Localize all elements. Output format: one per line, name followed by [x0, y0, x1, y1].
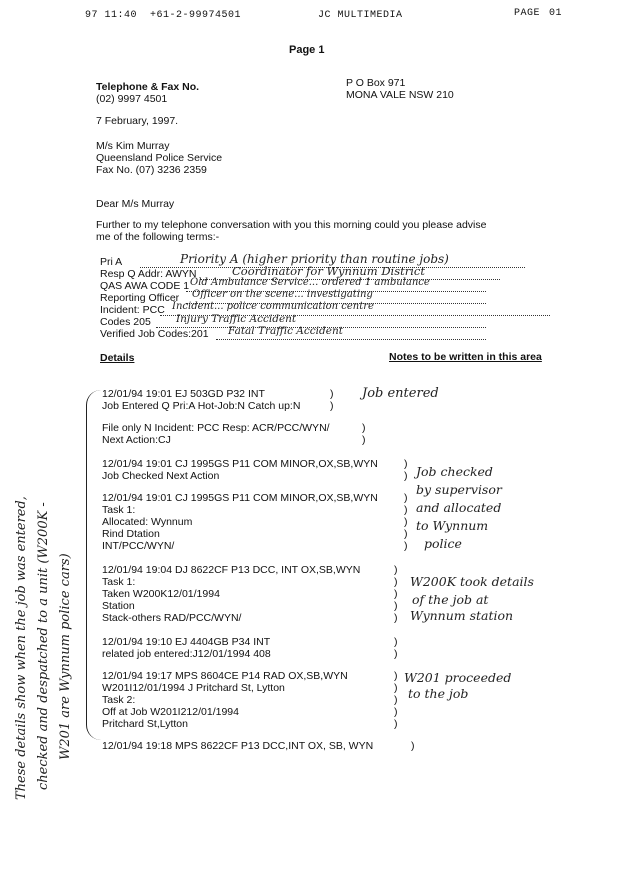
log-line: Job Checked Next Action: [102, 470, 220, 482]
log-line: Task 1:: [102, 504, 136, 516]
log-line: Rind Dtation: [102, 528, 160, 540]
log-line: 12/01/94 19:01 EJ 503GD P32 INT: [102, 388, 265, 400]
address: MONA VALE NSW 210: [346, 89, 454, 101]
term-note: Injury Traffic Accident: [176, 313, 297, 325]
tel-label: Telephone & Fax No.: [96, 81, 200, 93]
log-line: Stack-others RAD/PCC/WYN/: [102, 612, 242, 624]
log-line: 12/01/94 19:01 CJ 1995GS P11 COM MINOR,OX,SB,WYN: [102, 458, 378, 470]
log-line: Allocated: Wynnum: [102, 516, 193, 528]
note-w200k: of the job at: [412, 592, 489, 607]
term-note: Officer on the scene... investigating: [192, 289, 373, 300]
salutation: Dear M/s Murray: [96, 198, 175, 210]
log-line: INT/PCC/WYN/: [102, 540, 175, 552]
fax-page-number: 01: [549, 8, 563, 19]
note-job-entered: Job entered: [362, 386, 439, 401]
notes-heading: Notes to be written in this area: [389, 351, 542, 363]
log-line: related job entered:J12/01/1994 408: [102, 648, 271, 660]
note-job-checked: and allocated: [416, 500, 502, 515]
log-line: Taken W200K12/01/1994: [102, 588, 220, 600]
note-w200k: W200K took details: [410, 574, 534, 589]
log-line: Next Action:CJ: [102, 434, 171, 446]
log-line: W201I12/01/1994 J Pritchard St, Lytton: [102, 682, 285, 694]
term-label: QAS AWA CODE 1: [100, 280, 190, 292]
term-label: Incident: PCC: [100, 304, 165, 316]
intro-line-2: me of the following terms:-: [96, 231, 220, 243]
tel-number: (02) 9997 4501: [96, 93, 168, 105]
vertical-note: checked and despatched to a unit (W200K -: [36, 502, 51, 790]
term-label: Codes 205: [100, 316, 151, 328]
term-note: Fatal Traffic Accident: [228, 325, 343, 337]
log-line: Pritchard St,Lytton: [102, 718, 188, 730]
log-line: Task 2:: [102, 694, 136, 706]
vertical-note: These details show when the job was entered,: [14, 496, 29, 800]
log-line: Off at Job W201I212/01/1994: [102, 706, 239, 718]
recipient-fax: Fax No. (07) 3236 2359: [96, 164, 207, 176]
term-label: Resp Q Addr: AWYN: [100, 268, 197, 280]
log-line: Station: [102, 600, 135, 612]
term-label: Pri A: [100, 256, 123, 268]
log-line: Job Entered Q Pri:A Hot-Job:N Catch up:N: [102, 400, 301, 412]
note-job-checked: police: [424, 536, 462, 551]
note-w200k: Wynnum station: [410, 608, 514, 623]
note-job-checked: by supervisor: [416, 482, 502, 497]
letter-date: 7 February, 1997.: [96, 115, 179, 127]
fax-page-label: PAGE: [514, 8, 541, 19]
term-note: Coordinator for Wynnum District: [232, 264, 425, 278]
log-line: 12/01/94 19:17 MPS 8604CE P14 RAD OX,SB,WYN: [102, 670, 348, 682]
fax-phone: +61-2-99974501: [150, 10, 242, 21]
po-box: P O Box 971: [346, 77, 406, 89]
vertical-note: W201 are Wynnum police cars): [58, 553, 73, 760]
log-line: File only N Incident: PCC Resp: ACR/PCC/WYN/: [102, 422, 330, 434]
note-w201: W201 proceeded: [404, 670, 512, 685]
term-label: Verified Job Codes:201: [100, 328, 209, 340]
note-w201: to the job: [408, 686, 469, 701]
log-line: 12/01/94 19:04 DJ 8622CF P13 DCC, INT OX,SB,WYN: [102, 564, 361, 576]
term-label: Reporting Officer: [100, 292, 180, 304]
term-note: Incident... police communication centre: [172, 301, 374, 312]
log-line: Task 1:: [102, 576, 136, 588]
note-job-checked: to Wynnum: [416, 518, 489, 533]
note-job-checked: Job checked: [416, 464, 493, 479]
log-line: 12/01/94 19:01 CJ 1995GS P11 COM MINOR,OX,SB,WYN: [102, 492, 378, 504]
details-heading: Details: [100, 352, 135, 364]
term-note: Old Ambulance Service... ordered 1 ambulance: [190, 277, 430, 288]
log-line: 12/01/94 19:18 MPS 8622CF P13 DCC,INT OX, SB, WYN: [102, 740, 374, 752]
intro-line-1: Further to my telephone conversation with you this morning could you please advise: [96, 219, 487, 231]
fax-datetime: 97 11:40: [85, 10, 138, 21]
recipient-name: M/s Kim Murray: [96, 140, 170, 152]
term-note: Priority A (higher priority than routine jobs): [180, 252, 449, 266]
log-line: 12/01/94 19:10 EJ 4404GB P34 INT: [102, 636, 271, 648]
recipient-org: Queensland Police Service: [96, 152, 223, 164]
page-title: Page 1: [289, 44, 325, 56]
fax-company: JC MULTIMEDIA: [318, 10, 403, 21]
